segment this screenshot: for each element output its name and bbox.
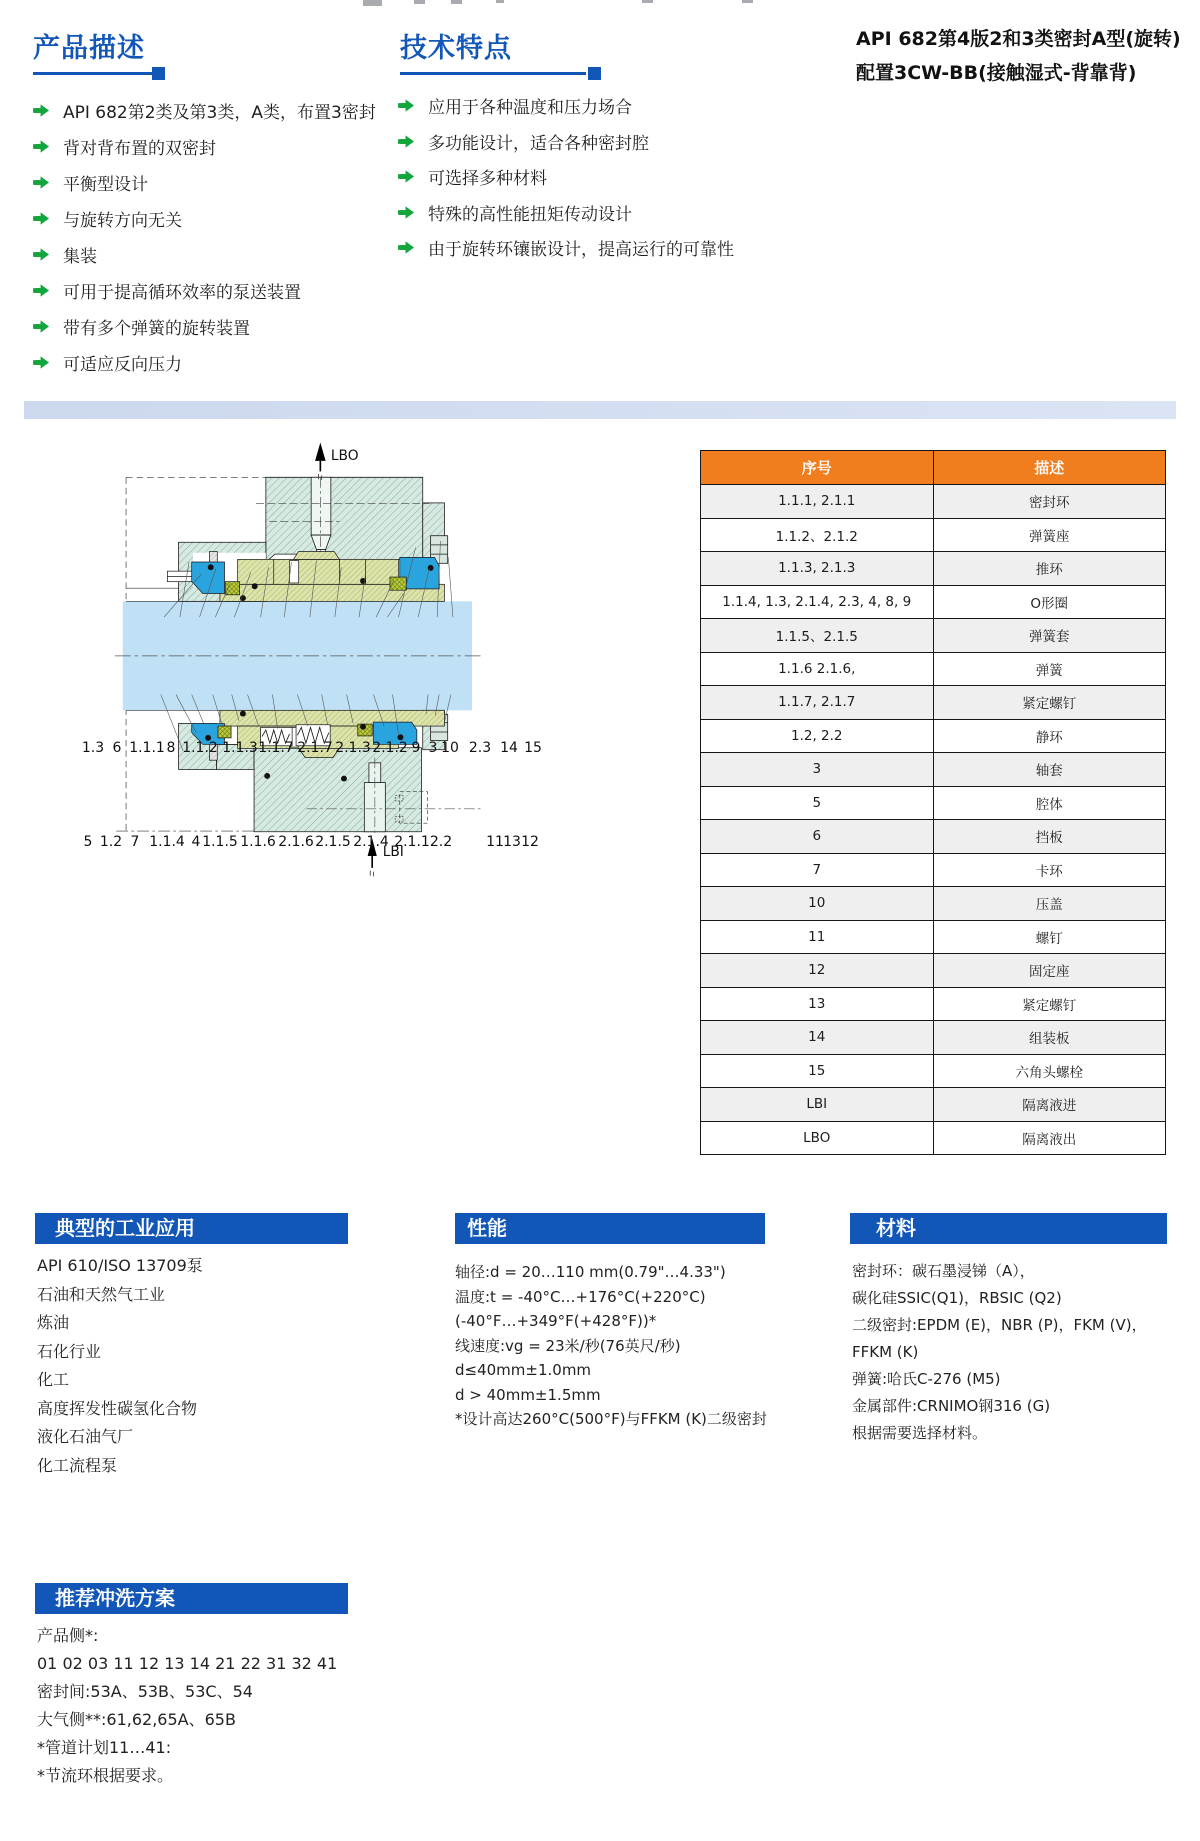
part-description-cell: 轴套	[933, 753, 1166, 787]
part-description-cell: 压盖	[933, 887, 1166, 921]
application-item: 化工	[37, 1370, 70, 1389]
document-title-line2: 配置3CW-BB(接触湿式-背靠背)	[856, 62, 1137, 84]
part-label: 15	[524, 740, 542, 756]
technical-features-heading: 技术特点	[400, 33, 512, 64]
bullet-text: 与旋转方向无关	[63, 210, 182, 231]
part-description-cell: 静环	[933, 719, 1166, 753]
materials-heading: 材料	[850, 1213, 1167, 1244]
part-label: 1.1.3	[222, 740, 258, 756]
performance-line: (-40°F…+349°F(+428°F))*	[455, 1312, 657, 1330]
flush-plan-line: 大气侧**:61,62,65A、65B	[37, 1710, 236, 1729]
green-arrow-icon	[33, 355, 50, 370]
diagram-labels-bottom-row	[0, 834, 600, 852]
material-line: 密封环：碳石墨浸锑（A），	[852, 1262, 1035, 1280]
list-item	[33, 344, 376, 380]
bullet-text: 平衡型设计	[63, 174, 148, 195]
lbi-label: LBI	[382, 844, 404, 861]
material-line: 金属部件:CRNIMO钢316 (G)	[852, 1397, 1051, 1415]
part-label: 6	[112, 740, 122, 756]
document-title-line1: API 682第4版2和3类密封A型(旋转)	[856, 28, 1181, 50]
part-number-cell: 10	[701, 887, 934, 921]
green-arrow-icon	[33, 319, 50, 334]
table-row	[701, 652, 1166, 686]
bullet-text: 特殊的高性能扭矩传动设计	[428, 204, 632, 225]
part-number-cell: LBI	[701, 1088, 934, 1122]
part-number-cell: 3	[701, 753, 934, 787]
part-description-cell: 紧定螺钉	[933, 686, 1166, 720]
part-description-cell: 弹簧	[933, 652, 1166, 686]
part-description-cell: 紧定螺钉	[933, 987, 1166, 1021]
part-label: 2.3	[468, 740, 492, 756]
technical-features-list	[398, 88, 734, 266]
column-header-description: 描述	[933, 451, 1166, 485]
part-description-cell: 六角头螺栓	[933, 1054, 1166, 1088]
cropped-header-fragment	[414, 0, 425, 4]
part-label: 2.1.6	[278, 834, 314, 850]
part-label: 2.2	[429, 834, 453, 850]
seal-cross-section-diagram	[0, 390, 600, 1135]
part-description-cell: 密封环	[933, 485, 1166, 519]
table-row	[701, 853, 1166, 887]
heading-rule-square	[152, 67, 165, 80]
application-item: API 610/ISO 13709泵	[37, 1256, 203, 1275]
part-label: 9	[411, 740, 421, 756]
table-row	[701, 1121, 1166, 1155]
parts-table	[700, 450, 1166, 1155]
cropped-header-fragment	[642, 0, 653, 3]
part-label: 2.1.4	[353, 834, 389, 850]
document-title	[856, 22, 1186, 90]
table-row	[701, 887, 1166, 921]
part-number-cell: 12	[701, 954, 934, 988]
part-number-cell: 1.1.7, 2.1.7	[701, 686, 934, 720]
flush-plans-heading: 推荐冲洗方案	[35, 1583, 348, 1614]
cropped-header-fragment	[451, 0, 462, 4]
heading-rule	[400, 72, 586, 75]
list-item	[398, 88, 734, 124]
table-row	[701, 987, 1166, 1021]
part-description-cell: 隔离液出	[933, 1121, 1166, 1155]
bullet-text: 由于旋转环镶嵌设计，提高运行的可靠性	[428, 240, 734, 261]
table-row	[701, 686, 1166, 720]
part-description-cell: 弹簧座	[933, 518, 1166, 552]
list-item	[398, 159, 734, 195]
list-item	[33, 164, 376, 200]
performance-line: d > 40mm±1.5mm	[455, 1385, 601, 1404]
part-number-cell: 11	[701, 920, 934, 954]
performance-line: 轴径:d = 20…110 mm(0.79"…4.33")	[455, 1263, 726, 1281]
flush-plan-line: *节流环根据要求。	[37, 1766, 174, 1785]
part-label: 1.1.2	[182, 740, 218, 756]
part-description-cell: 螺钉	[933, 920, 1166, 954]
cropped-header-fragment	[363, 0, 382, 6]
application-item: 石化行业	[37, 1341, 102, 1361]
green-arrow-icon	[398, 240, 415, 255]
part-description-cell: 组装板	[933, 1021, 1166, 1055]
part-label: 11	[486, 834, 504, 850]
parts-table-header-row	[701, 451, 1166, 485]
part-label: 2.1.1	[394, 834, 430, 850]
application-item: 化工流程泵	[37, 1455, 118, 1475]
table-row	[701, 1054, 1166, 1088]
cropped-header-fragment	[496, 0, 504, 3]
materials-specs	[852, 1258, 1147, 1447]
part-label: 13	[503, 834, 521, 850]
part-description-cell: 推环	[933, 552, 1166, 586]
table-row	[701, 920, 1166, 954]
part-number-cell: 1.1.5、2.1.5	[701, 619, 934, 653]
part-number-cell: 14	[701, 1021, 934, 1055]
table-row	[701, 1088, 1166, 1122]
table-row	[701, 585, 1166, 619]
list-item	[33, 92, 376, 128]
bullet-text: 应用于各种温度和压力场合	[428, 98, 632, 119]
table-row	[701, 552, 1166, 586]
list-item	[33, 200, 376, 236]
performance-line: d≤40mm±1.0mm	[455, 1361, 592, 1379]
table-row	[701, 518, 1166, 552]
flush-plan-line: 产品侧*:	[37, 1626, 99, 1645]
product-description-list	[33, 92, 376, 380]
applications-heading: 典型的工业应用	[35, 1213, 348, 1244]
part-label: 12	[521, 834, 539, 850]
part-label: 1.1.5	[202, 834, 238, 850]
part-description-cell: O形圈	[933, 585, 1166, 619]
part-label: 2.1.7	[297, 740, 333, 756]
green-arrow-icon	[33, 103, 50, 118]
green-arrow-icon	[33, 247, 50, 262]
green-arrow-icon	[33, 211, 50, 226]
lbo-arrow	[315, 443, 326, 480]
part-number-cell: 1.2, 2.2	[701, 719, 934, 753]
table-row	[701, 619, 1166, 653]
part-number-cell: 6	[701, 820, 934, 854]
part-label: 2.1.2	[372, 740, 408, 756]
diagram-labels-top-row	[0, 740, 600, 758]
part-label: 10	[441, 740, 459, 756]
part-label: 8	[166, 740, 176, 756]
flush-plan-line: *管道计划11…41:	[37, 1738, 172, 1757]
table-row	[701, 786, 1166, 820]
bullet-text: 可选择多种材料	[428, 169, 547, 190]
bullet-text: 可用于提高循环效率的泵送装置	[63, 282, 301, 303]
part-number-cell: 7	[701, 853, 934, 887]
bullet-text: 集装	[63, 246, 97, 267]
part-label: 2.1.5	[315, 834, 351, 850]
green-arrow-icon	[398, 134, 415, 149]
part-description-cell: 卡环	[933, 853, 1166, 887]
material-line: 弹簧:哈氏C-276 (M5)	[852, 1370, 1001, 1388]
performance-line: 温度:t = -40°C…+176°C(+220°C)	[455, 1287, 706, 1306]
product-description-heading: 产品描述	[33, 33, 145, 64]
material-line: FFKM (K)	[852, 1343, 919, 1361]
application-item: 炼油	[37, 1313, 70, 1332]
part-number-cell: 15	[701, 1054, 934, 1088]
part-label: 7	[130, 834, 140, 850]
table-row	[701, 485, 1166, 519]
bullet-text: 背对背布置的双密封	[63, 138, 216, 159]
performance-line: 线速度:vg = 23米/秒(76英尺/秒)	[455, 1336, 681, 1355]
heading-rule	[33, 72, 152, 75]
list-item	[398, 195, 734, 231]
part-label: 5	[83, 834, 93, 850]
list-item	[33, 128, 376, 164]
applications-list	[37, 1252, 203, 1480]
material-line: 碳化硅SSIC(Q1)，RBSIC (Q2)	[852, 1289, 1062, 1307]
bullet-text: 带有多个弹簧的旋转装置	[63, 318, 250, 339]
heading-rule-square	[588, 67, 601, 80]
bullet-text: 多功能设计，适合各种密封腔	[428, 133, 649, 154]
part-description-cell: 弹簧套	[933, 619, 1166, 653]
part-number-cell: 5	[701, 786, 934, 820]
lbo-label: LBO	[330, 448, 359, 465]
part-label: 1.1.6	[240, 834, 276, 850]
green-arrow-icon	[398, 169, 415, 184]
performance-heading: 性能	[455, 1213, 765, 1244]
list-item	[33, 308, 376, 344]
application-item: 石油和天然气工业	[37, 1284, 166, 1304]
table-row	[701, 719, 1166, 753]
part-label: 1.2	[99, 834, 123, 850]
flush-plan-line: 01 02 03 11 12 13 14 21 22 31 32 41	[37, 1654, 338, 1673]
part-number-cell: 1.1.6 2.1.6,	[701, 652, 934, 686]
part-description-cell: 固定座	[933, 954, 1166, 988]
cropped-header-fragment	[742, 0, 753, 3]
part-label: 2.1.3	[335, 740, 371, 756]
list-item	[398, 230, 734, 266]
part-number-cell: 1.1.2、2.1.2	[701, 518, 934, 552]
green-arrow-icon	[33, 139, 50, 154]
material-line: 二级密封:EPDM (E)，NBR (P)，FKM (V)，	[852, 1316, 1147, 1334]
part-number-cell: LBO	[701, 1121, 934, 1155]
performance-line: *设计高达260°C(500°F)与FFKM (K)二级密封	[455, 1410, 767, 1428]
part-description-cell: 挡板	[933, 820, 1166, 854]
part-label: 3	[428, 740, 438, 756]
part-label: 14	[500, 740, 518, 756]
part-description-cell: 隔离液进	[933, 1088, 1166, 1122]
material-line: 根据需要选择材料。	[852, 1424, 988, 1442]
table-row	[701, 1021, 1166, 1055]
part-label: 1.1.7	[258, 740, 294, 756]
column-header-number: 序号	[701, 451, 934, 485]
part-number-cell: 1.1.3, 2.1.3	[701, 552, 934, 586]
green-arrow-icon	[398, 98, 415, 113]
bullet-text: 可适应反向压力	[63, 354, 182, 375]
green-arrow-icon	[33, 283, 50, 298]
table-row	[701, 820, 1166, 854]
part-number-cell: 1.1.4, 1.3, 2.1.4, 2.3, 4, 8, 9	[701, 585, 934, 619]
green-arrow-icon	[398, 205, 415, 220]
table-row	[701, 954, 1166, 988]
flush-plan-line: 密封间:53A、53B、53C、54	[37, 1682, 253, 1701]
green-arrow-icon	[33, 175, 50, 190]
flush-plans-list	[37, 1622, 337, 1790]
part-label: 1.1.4	[149, 834, 185, 850]
application-item: 高度挥发性碳氢化合物	[37, 1398, 198, 1418]
part-number-cell: 1.1.1, 2.1.1	[701, 485, 934, 519]
list-item	[398, 124, 734, 160]
performance-specs	[455, 1260, 767, 1432]
part-number-cell: 13	[701, 987, 934, 1021]
list-item	[33, 272, 376, 308]
part-label: 4	[191, 834, 201, 850]
part-label: 1.1.1	[129, 740, 165, 756]
bullet-text: API 682第2类及第3类，A类，布置3密封	[63, 102, 376, 123]
table-row	[701, 753, 1166, 787]
part-label: 1.3	[81, 740, 105, 756]
list-item	[33, 236, 376, 272]
application-item: 液化石油气厂	[37, 1427, 134, 1446]
part-description-cell: 腔体	[933, 786, 1166, 820]
